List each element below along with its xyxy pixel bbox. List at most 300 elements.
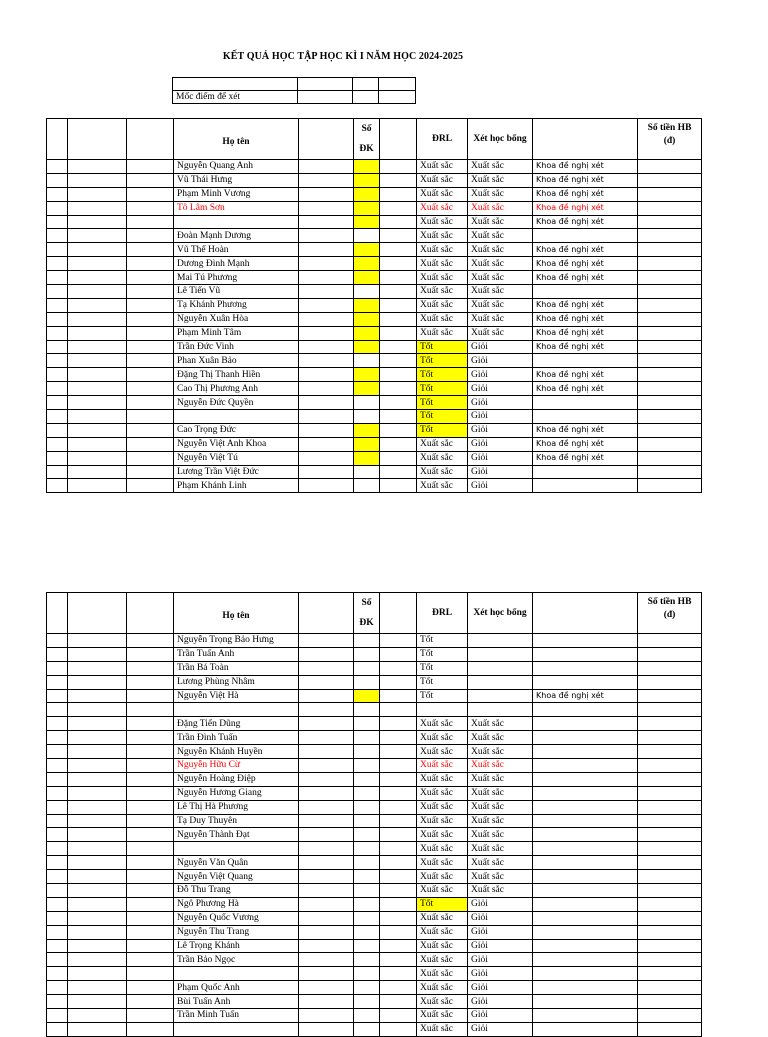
student-name: Trần Bảo Ngọc (174, 953, 299, 967)
cell-blank (299, 911, 354, 925)
hb-cell: Giỏi (468, 465, 533, 479)
drl-cell: Xuất sắc (417, 939, 468, 953)
student-name: Lương Trần Việt Đức (174, 465, 299, 479)
student-name: Trần Tuấn Anh (174, 647, 299, 661)
so-tien-cell (638, 1009, 702, 1023)
cell-blank (299, 340, 354, 354)
cell-blank (68, 479, 127, 493)
hb-cell: Giỏi (468, 981, 533, 995)
cell-blank (68, 953, 127, 967)
cell-blank (127, 911, 174, 925)
cell-blank (380, 201, 417, 215)
student-name: Đặng Tiến Dũng (174, 717, 299, 731)
criteria-row (173, 91, 416, 104)
cell-blank (127, 187, 174, 201)
so-tien-cell (638, 995, 702, 1009)
cell-blank (380, 842, 417, 856)
cell-blank (127, 703, 174, 717)
so-dk-cell (354, 423, 380, 437)
so-dk-cell (354, 479, 380, 493)
student-name: Nguyễn Khánh Huyền (174, 745, 299, 759)
cell-blank (68, 703, 127, 717)
cell-blank (380, 410, 417, 424)
cell-blank (380, 870, 417, 884)
cell-blank (68, 717, 127, 731)
so-tien-cell (638, 939, 702, 953)
header-cell (533, 119, 638, 160)
drl-cell: Xuất sắc (417, 745, 468, 759)
cell-blank (380, 451, 417, 465)
table-row (47, 451, 702, 465)
cell-blank (68, 326, 127, 340)
so-dk-cell (354, 285, 380, 299)
cell-stt (47, 995, 68, 1009)
table-row (47, 828, 702, 842)
cell-blank (380, 382, 417, 396)
hb-cell: Giỏi (468, 423, 533, 437)
table-row (47, 911, 702, 925)
note-cell (533, 410, 638, 424)
note-cell (533, 1022, 638, 1036)
cell-blank (380, 1022, 417, 1036)
cell-blank (127, 897, 174, 911)
so-dk-cell (354, 647, 380, 661)
cell-blank (299, 215, 354, 229)
cell-stt (47, 160, 68, 174)
student-name: Tạ Duy Thuyên (174, 814, 299, 828)
cell-blank (380, 925, 417, 939)
note-cell (533, 647, 638, 661)
note-cell: Khoa đề nghị xét (533, 423, 638, 437)
hb-cell (468, 703, 533, 717)
so-dk-cell (354, 201, 380, 215)
hb-cell: Xuất sắc (468, 298, 533, 312)
cell-blank (127, 298, 174, 312)
so-tien-cell (638, 800, 702, 814)
cell-blank (68, 814, 127, 828)
cell-blank (380, 828, 417, 842)
cell-blank (68, 870, 127, 884)
cell-blank (68, 661, 127, 675)
cell-stt (47, 229, 68, 243)
cell-stt (47, 173, 68, 187)
criteria-label: Mốc điểm để xét (173, 91, 298, 104)
note-cell (533, 828, 638, 842)
cell-blank (127, 437, 174, 451)
cell-blank (127, 925, 174, 939)
so-tien-cell (638, 745, 702, 759)
note-cell: Khoa đề nghị xét (533, 271, 638, 285)
cell-blank (380, 326, 417, 340)
cell-blank (68, 243, 127, 257)
cell-blank (127, 689, 174, 703)
cell-stt (47, 479, 68, 493)
header-cell (533, 593, 638, 634)
drl-cell: Xuất sắc (417, 884, 468, 898)
note-cell (533, 911, 638, 925)
so-dk-cell (354, 828, 380, 842)
cell-stt (47, 437, 68, 451)
drl-cell: Tốt (417, 382, 468, 396)
cell-blank (127, 451, 174, 465)
drl-cell: Xuất sắc (417, 243, 468, 257)
cell-blank (127, 717, 174, 731)
cell-blank (68, 856, 127, 870)
so-tien-cell (638, 731, 702, 745)
so-tien-cell (638, 451, 702, 465)
cell-blank (380, 689, 417, 703)
table-row (47, 187, 702, 201)
cell-blank (68, 451, 127, 465)
so-dk-cell (354, 731, 380, 745)
criteria-table (172, 77, 416, 104)
so-dk-cell (354, 814, 380, 828)
so-dk-cell (354, 396, 380, 410)
cell-stt (47, 856, 68, 870)
so-tien-cell (638, 772, 702, 786)
cell-blank (127, 786, 174, 800)
so-tien-cell (638, 759, 702, 773)
drl-cell: Xuất sắc (417, 479, 468, 493)
header-cell (127, 593, 174, 634)
drl-cell: Xuất sắc (417, 759, 468, 773)
so-tien-cell (638, 229, 702, 243)
cell-blank (380, 285, 417, 299)
so-tien-cell (638, 661, 702, 675)
drl-cell: Tốt (417, 354, 468, 368)
hb-cell: Giỏi (468, 1009, 533, 1023)
hb-cell: Xuất sắc (468, 201, 533, 215)
header-name: Họ tên (174, 593, 299, 634)
cell-stt (47, 661, 68, 675)
student-name: Nguyễn Thành Đạt (174, 828, 299, 842)
student-name: Vũ Thế Hoàn (174, 243, 299, 257)
drl-cell: Xuất sắc (417, 925, 468, 939)
cell-blank (127, 479, 174, 493)
table-row (47, 410, 702, 424)
hb-cell: Xuất sắc (468, 828, 533, 842)
cell-blank (127, 465, 174, 479)
drl-cell: Tốt (417, 689, 468, 703)
cell-stt (47, 201, 68, 215)
table-row (47, 745, 702, 759)
cell-blank (380, 981, 417, 995)
drl-cell: Xuất sắc (417, 312, 468, 326)
drl-cell: Xuất sắc (417, 870, 468, 884)
cell-stt (47, 884, 68, 898)
cell-blank (68, 939, 127, 953)
student-name: Lương Phùng Nhâm (174, 675, 299, 689)
cell-blank (299, 479, 354, 493)
cell-blank (68, 759, 127, 773)
note-cell: Khoa đề nghị xét (533, 298, 638, 312)
so-dk-cell (354, 340, 380, 354)
cell-blank (380, 884, 417, 898)
cell-blank (299, 759, 354, 773)
cell-blank (68, 465, 127, 479)
student-name: Nguyễn Thu Trang (174, 925, 299, 939)
note-cell: Khoa đề nghị xét (533, 689, 638, 703)
cell-blank (299, 870, 354, 884)
so-tien-cell (638, 340, 702, 354)
cell-blank (380, 215, 417, 229)
so-dk-cell (354, 1022, 380, 1036)
so-dk-cell (354, 884, 380, 898)
note-cell (533, 675, 638, 689)
table-row (47, 479, 702, 493)
note-cell (533, 354, 638, 368)
cell-stt (47, 800, 68, 814)
so-dk-cell (354, 410, 380, 424)
cell-blank (299, 271, 354, 285)
cell-blank (299, 160, 354, 174)
cell-blank (127, 995, 174, 1009)
table-row (47, 257, 702, 271)
so-dk-cell (354, 326, 380, 340)
cell-blank (68, 368, 127, 382)
cell-stt (47, 745, 68, 759)
cell-blank (380, 703, 417, 717)
header-cell (47, 119, 68, 160)
note-cell (533, 870, 638, 884)
note-cell: Khoa đề nghị xét (533, 368, 638, 382)
hb-cell: Xuất sắc (468, 842, 533, 856)
cell-blank (127, 382, 174, 396)
cell-blank (380, 745, 417, 759)
so-tien-cell (638, 423, 702, 437)
note-cell (533, 731, 638, 745)
drl-cell: Xuất sắc (417, 731, 468, 745)
cell-blank (299, 312, 354, 326)
cell-stt (47, 675, 68, 689)
student-name: Nguyễn Hữu Cừ (174, 759, 299, 773)
table-row (47, 298, 702, 312)
cell-blank (380, 800, 417, 814)
criteria-cell (298, 78, 353, 91)
cell-stt (47, 703, 68, 717)
cell-blank (380, 271, 417, 285)
cell-stt (47, 312, 68, 326)
table-row (47, 786, 702, 800)
student-name: Đoàn Mạnh Dương (174, 229, 299, 243)
so-tien-cell (638, 689, 702, 703)
header-cell (380, 119, 417, 160)
so-dk-cell (354, 675, 380, 689)
student-name: Đặng Thị Thanh Hiền (174, 368, 299, 382)
student-name (174, 1022, 299, 1036)
drl-cell: Xuất sắc (417, 257, 468, 271)
table-row (47, 647, 702, 661)
so-tien-cell (638, 298, 702, 312)
cell-stt (47, 326, 68, 340)
so-tien-cell (638, 717, 702, 731)
note-cell (533, 229, 638, 243)
so-tien-cell (638, 647, 702, 661)
cell-stt (47, 1009, 68, 1023)
note-cell (533, 939, 638, 953)
cell-blank (127, 396, 174, 410)
cell-blank (127, 759, 174, 773)
note-cell (533, 884, 638, 898)
header-so-tien-hb: Số tiền HB (đ) (638, 119, 702, 160)
table-row (47, 661, 702, 675)
cell-blank (127, 354, 174, 368)
student-name: Nguyễn Đức Quyền (174, 396, 299, 410)
cell-blank (68, 187, 127, 201)
cell-blank (380, 160, 417, 174)
so-tien-cell (638, 814, 702, 828)
drl-cell: Xuất sắc (417, 285, 468, 299)
cell-blank (380, 717, 417, 731)
cell-blank (299, 661, 354, 675)
cell-blank (68, 828, 127, 842)
cell-blank (299, 257, 354, 271)
drl-cell: Tốt (417, 396, 468, 410)
so-tien-cell (638, 842, 702, 856)
table-row (47, 1022, 702, 1036)
drl-cell: Tốt (417, 340, 468, 354)
cell-blank (68, 396, 127, 410)
so-tien-cell (638, 703, 702, 717)
cell-blank (68, 298, 127, 312)
student-name: Phạm Quốc Anh (174, 981, 299, 995)
so-tien-cell (638, 326, 702, 340)
cell-stt (47, 759, 68, 773)
so-tien-cell (638, 897, 702, 911)
drl-cell: Xuất sắc (417, 465, 468, 479)
cell-blank (380, 634, 417, 648)
criteria-cell (353, 91, 379, 104)
so-dk-cell (354, 772, 380, 786)
cell-blank (68, 884, 127, 898)
hb-cell: Xuất sắc (468, 786, 533, 800)
cell-blank (68, 675, 127, 689)
cell-blank (380, 772, 417, 786)
cell-blank (68, 981, 127, 995)
note-cell (533, 842, 638, 856)
table-row (47, 229, 702, 243)
cell-blank (127, 1009, 174, 1023)
hb-cell: Giỏi (468, 967, 533, 981)
drl-cell: Xuất sắc (417, 1009, 468, 1023)
so-dk-cell (354, 187, 380, 201)
so-dk-cell (354, 897, 380, 911)
cell-blank (127, 772, 174, 786)
table-row (47, 326, 702, 340)
cell-blank (299, 995, 354, 1009)
drl-cell: Tốt (417, 410, 468, 424)
student-name: Bùi Tuấn Anh (174, 995, 299, 1009)
so-dk-cell (354, 745, 380, 759)
so-dk-cell (354, 911, 380, 925)
cell-blank (68, 967, 127, 981)
cell-blank (68, 382, 127, 396)
so-tien-cell (638, 215, 702, 229)
so-tien-cell (638, 634, 702, 648)
note-cell: Khoa đề nghị xét (533, 160, 638, 174)
note-cell: Khoa đề nghị xét (533, 257, 638, 271)
cell-stt (47, 340, 68, 354)
so-dk-cell (354, 661, 380, 675)
student-name: Trần Đức Vinh (174, 340, 299, 354)
drl-cell: Xuất sắc (417, 326, 468, 340)
cell-blank (68, 160, 127, 174)
table-row (47, 995, 702, 1009)
hb-cell: Giỏi (468, 1022, 533, 1036)
header-cell (380, 593, 417, 634)
cell-stt (47, 271, 68, 285)
so-tien-cell (638, 173, 702, 187)
note-cell: Khoa đề nghị xét (533, 173, 638, 187)
cell-blank (68, 897, 127, 911)
so-tien-cell (638, 479, 702, 493)
table-row (47, 312, 702, 326)
drl-cell: Xuất sắc (417, 271, 468, 285)
table-row (47, 396, 702, 410)
student-name: Mai Tú Phương (174, 271, 299, 285)
note-cell (533, 396, 638, 410)
cell-blank (380, 312, 417, 326)
note-cell: Khoa đề nghị xét (533, 215, 638, 229)
cell-blank (380, 995, 417, 1009)
so-tien-cell (638, 312, 702, 326)
so-dk-cell (354, 243, 380, 257)
header-drl: ĐRL (417, 593, 468, 634)
so-tien-cell (638, 884, 702, 898)
student-name: Nguyễn Quang Anh (174, 160, 299, 174)
student-name (174, 410, 299, 424)
cell-blank (127, 173, 174, 187)
so-dk-cell (354, 870, 380, 884)
cell-blank (380, 187, 417, 201)
so-dk-cell (354, 939, 380, 953)
table-row (47, 939, 702, 953)
cell-blank (68, 995, 127, 1009)
cell-blank (380, 229, 417, 243)
cell-blank (380, 675, 417, 689)
so-tien-cell (638, 257, 702, 271)
drl-cell: Xuất sắc (417, 201, 468, 215)
cell-stt (47, 967, 68, 981)
cell-blank (68, 285, 127, 299)
table-row (47, 800, 702, 814)
criteria-cell (379, 91, 416, 104)
drl-cell: Xuất sắc (417, 717, 468, 731)
table-row (47, 675, 702, 689)
so-dk-cell (354, 800, 380, 814)
hb-cell: Giỏi (468, 925, 533, 939)
cell-stt (47, 911, 68, 925)
cell-blank (380, 1009, 417, 1023)
cell-blank (68, 215, 127, 229)
cell-blank (299, 842, 354, 856)
so-dk-cell (354, 298, 380, 312)
student-name (174, 215, 299, 229)
cell-blank (68, 271, 127, 285)
drl-cell: Xuất sắc (417, 772, 468, 786)
so-dk-cell (354, 312, 380, 326)
so-tien-cell (638, 187, 702, 201)
hb-cell: Xuất sắc (468, 731, 533, 745)
table-row (47, 243, 702, 257)
table-row (47, 717, 702, 731)
drl-cell: Xuất sắc (417, 298, 468, 312)
header-xet-hoc-bong: Xét học bổng (468, 119, 533, 160)
cell-blank (127, 884, 174, 898)
note-cell (533, 759, 638, 773)
cell-blank (68, 354, 127, 368)
so-tien-cell (638, 870, 702, 884)
